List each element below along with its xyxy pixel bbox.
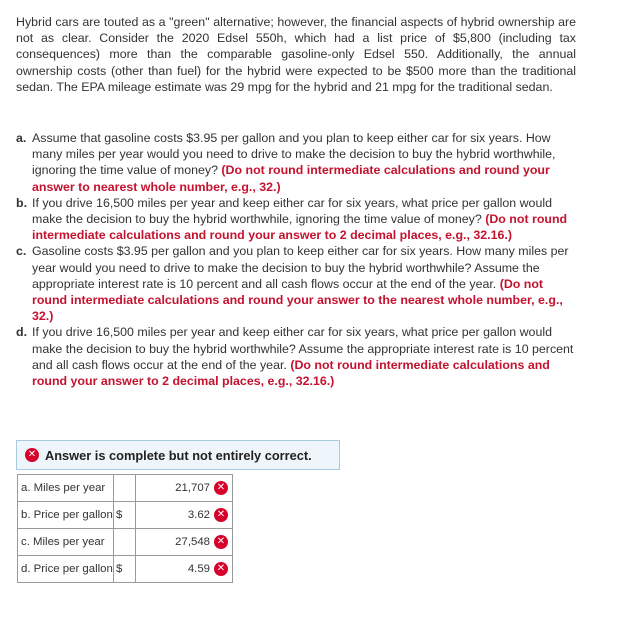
answer-cell[interactable]: [136, 502, 233, 529]
question-note: (Do not round intermediate calculations and round your answer to 2 decimal places, e.g., 32.16.): [32, 212, 568, 243]
incorrect-icon: ✕: [214, 508, 228, 522]
problem-intro: Hybrid cars are touted as a "green" alternative; however, the financial aspects of hybrid ownership are not as clear. Consider the 2020 Edsel 550h, which had a list price of $5,800 (including tax consequences) more than the comparable gasoline-only Edsel 550. Additionally, the annual ownership costs (other than fuel) for the hybrid were expected to be $500 more than the traditional sedan. The EPA mileage estimate was 29 mpg for the hybrid and 21 mpg for the traditional sedan.: [16, 15, 576, 94]
question-note: (Do not round intermediate calculations and round your answer to nearest whole number, e.g., 32.): [32, 163, 550, 194]
x-circle-icon: ✕: [25, 448, 39, 462]
incorrect-icon: ✕: [214, 481, 228, 495]
answer-label: b. Price per gallon: [18, 502, 114, 529]
question-c: [16, 243, 576, 324]
question-text: Assume that gasoline costs $3.95 per gallon and you plan to keep either car for six years. How many miles per year would you need to drive to make the decision to buy the hybrid worthwhile, ignoring the time value of money?: [32, 131, 556, 178]
question-list: [16, 130, 576, 389]
answer-cell[interactable]: [136, 556, 233, 583]
answer-value[interactable]: 21,707: [175, 482, 210, 494]
answer-label: a. Miles per year: [18, 475, 114, 502]
answer-value[interactable]: 27,548: [175, 536, 210, 548]
incorrect-icon: ✕: [214, 535, 228, 549]
question-text: Gasoline costs $3.95 per gallon and you plan to keep either car for six years. How many miles per year would you need to drive to make the decision to buy the hybrid worthwhile? Assume the appropriate interest rate is 10 percent and all cash flows occur at the end of the year.: [32, 244, 569, 291]
answer-label: d. Price per gallon: [18, 556, 114, 583]
answer-row-b: [18, 502, 233, 529]
question-letter: c.: [16, 244, 27, 259]
question-d: [16, 324, 576, 389]
answer-row-d: [18, 556, 233, 583]
answer-status-banner: [16, 440, 340, 470]
question-b: [16, 195, 576, 244]
currency-symbol: [114, 529, 136, 556]
answer-cell[interactable]: [136, 475, 233, 502]
question-a: [16, 130, 576, 195]
question-text: If you drive 16,500 miles per year and keep either car for six years, what price per gallon would make the decision to buy the hybrid worthwhile, ignoring the time value of money?: [32, 195, 552, 227]
answer-table: [17, 474, 233, 583]
answer-value[interactable]: 4.59: [187, 563, 210, 575]
answer-row-c: [18, 529, 233, 556]
currency-symbol: $: [114, 502, 136, 529]
answer-row-a: [18, 475, 233, 502]
question-note: (Do not round intermediate calculations and round your answer to the nearest whole number, e.g., 32.): [32, 276, 563, 324]
answer-status-text: Answer is complete but not entirely correct.: [45, 447, 312, 463]
incorrect-icon: ✕: [214, 562, 228, 576]
answer-cell[interactable]: [136, 529, 233, 556]
question-letter: a.: [16, 131, 27, 145]
question-letter: d.: [16, 325, 28, 340]
question-note: (Do not round intermediate calculations and round your answer to 2 decimal places, e.g., 32.16.): [32, 357, 550, 389]
question-text: If you drive 16,500 miles per year and keep either car for six years, what price per gallon would make the decision to buy the hybrid worthwhile? Assume the appropriate interest rate is 10 percent and all cash flows occur at the end of the year.: [32, 325, 574, 372]
currency-symbol: $: [114, 556, 136, 583]
currency-symbol: [114, 475, 136, 502]
question-letter: b.: [16, 195, 28, 210]
answer-label: c. Miles per year: [18, 529, 114, 556]
answer-value[interactable]: 3.62: [187, 509, 210, 521]
